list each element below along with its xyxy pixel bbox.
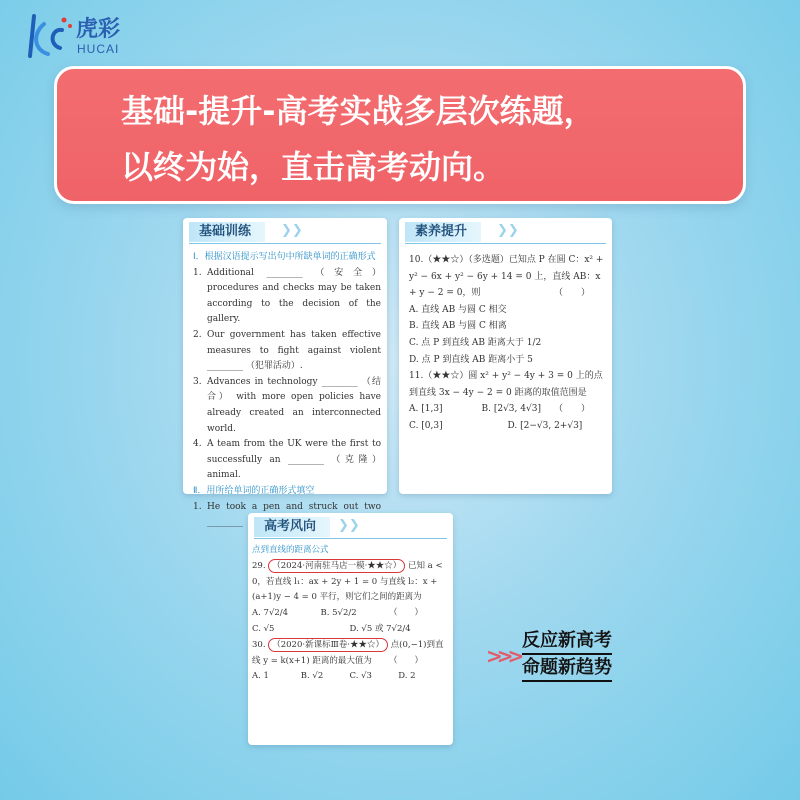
option: D. 2 xyxy=(398,671,416,682)
question-10 xyxy=(409,252,606,302)
list-item xyxy=(193,266,381,328)
item-text: Additional ________ （安全） procedures and checks may be taken according to the decision of the gallery. xyxy=(207,267,381,325)
item-number: 3. xyxy=(193,376,202,387)
card-title: 基础训练 xyxy=(189,222,265,242)
section-heading: Ⅰ．根据汉语提示写出句中所缺单词的正确形式 xyxy=(193,252,376,262)
logo-name-en: HUCAI xyxy=(77,42,120,56)
trend-callout xyxy=(486,628,666,688)
item-number: 1. xyxy=(193,267,202,278)
item-number: 4. xyxy=(193,439,202,450)
option: C. √3 xyxy=(349,671,372,682)
option-row xyxy=(252,606,389,622)
card-title: 素养提升 xyxy=(405,222,481,242)
header-divider xyxy=(189,243,381,244)
chevron-right-icon: ❯❯ xyxy=(281,223,303,238)
option: D. 点 P 到直线 AB 距离小于 5 xyxy=(409,354,533,365)
question-text: 已知 a < 0，若直线 l₁：ax + 2y + 1 = 0 与直线 l₂：x + (a+1)y − 4 = 0 平行，则它们之间的距离为 xyxy=(252,560,443,603)
question-text: 10.（★★☆）（多选题）已知点 P 在圆 C：x² + y² − 6x + y² − 6y + 14 = 0 上，直线 AB：x + y − 2 = 0，则 xyxy=(409,255,604,299)
card-header xyxy=(254,517,447,539)
logo-name-cn: 虎彩 xyxy=(76,17,121,42)
callout-text xyxy=(522,628,612,682)
improvement-card xyxy=(399,218,612,494)
option: A. 1 xyxy=(252,671,269,682)
answer-blank: （ ） xyxy=(553,404,590,415)
exam-trends-card xyxy=(248,513,453,745)
chevron-right-icon: ❯❯ xyxy=(497,223,519,238)
answer-blank: （ ） xyxy=(388,655,423,666)
item-text: He took a pen and struck out two ________ xyxy=(207,501,381,528)
option-row xyxy=(409,401,554,418)
option: D. [2−√3, 2+√3] xyxy=(507,420,583,431)
question-number: 30. xyxy=(252,639,266,650)
card-title: 高考风向 xyxy=(254,517,330,537)
question-30 xyxy=(252,638,447,670)
source-tag: （2020·新课标Ⅲ卷·★★☆） xyxy=(268,638,388,652)
list-item xyxy=(193,437,381,484)
triple-chevron-icon: >>> xyxy=(486,644,519,668)
option: C. 点 P 到直线 AB 距离大于 1/2 xyxy=(409,337,542,348)
answer-blank: （ ） xyxy=(388,608,423,619)
option: B. 5√2/2 xyxy=(320,608,357,619)
source-tag: （2024·河南驻马店一模·★★☆） xyxy=(268,559,405,573)
item-number: 1. xyxy=(193,501,202,512)
headline-line-2: 以终为始，直击高考动向。 xyxy=(121,148,506,186)
option: A. [1,3] xyxy=(409,404,443,415)
option-row xyxy=(252,622,447,638)
callout-line-2: 命题新趋势 xyxy=(522,656,612,682)
question-number: 29. xyxy=(252,560,266,571)
question-text: 点(0,−1)到直线 y = k(x+1) 距离的最大值为 xyxy=(252,639,444,666)
option: B. √2 xyxy=(300,671,324,682)
item-text: Advances in technology ________ （结合） with more open policies have already created an interconnected world. xyxy=(207,376,381,434)
item-text: Our government has taken effective measures to fight against violent ________ （犯罪活动）. xyxy=(207,329,381,372)
option: B. 直线 AB 与圆 C 相离 xyxy=(409,321,507,332)
option: C. √5 xyxy=(252,623,275,634)
chevron-right-icon: ❯❯ xyxy=(338,518,360,533)
list-item xyxy=(193,375,381,437)
option: C. [0,3] xyxy=(409,420,443,431)
card-header xyxy=(189,222,381,244)
headline-line-1: 基础-提升-高考实战多层次练题， xyxy=(121,92,596,130)
callout-line-1: 反应新高考 xyxy=(522,629,612,655)
item-text: A team from the UK were the first to successfully an ________ （克隆） animal. xyxy=(207,439,381,481)
section-heading: Ⅱ．用所给单词的正确形式填空 xyxy=(193,485,315,496)
brand-logo xyxy=(24,8,184,64)
option: A. 直线 AB 与圆 C 相交 xyxy=(409,304,507,315)
option: D. √5 或 7√2/4 xyxy=(349,623,411,634)
answer-blank: （ ） xyxy=(553,288,590,299)
header-divider xyxy=(254,538,447,539)
item-number: 2. xyxy=(193,329,202,340)
topic-heading: 点到直线的距离公式 xyxy=(252,545,329,555)
header-divider xyxy=(405,243,606,244)
card-header xyxy=(405,222,606,244)
headline-banner xyxy=(54,66,746,204)
option-row xyxy=(252,669,447,685)
option: A. 7√2/4 xyxy=(252,608,289,619)
list-item xyxy=(193,328,381,375)
option-row xyxy=(409,418,606,435)
option: B. [2√3, 4√3] xyxy=(481,404,541,415)
hucai-logo-mark-icon xyxy=(24,10,74,62)
question-text: 11.（★★☆）圆 x² + y² − 4y + 3 = 0 上的点到直线 3x − 4y − 2 = 0 距离的取值范围是 xyxy=(409,371,603,398)
